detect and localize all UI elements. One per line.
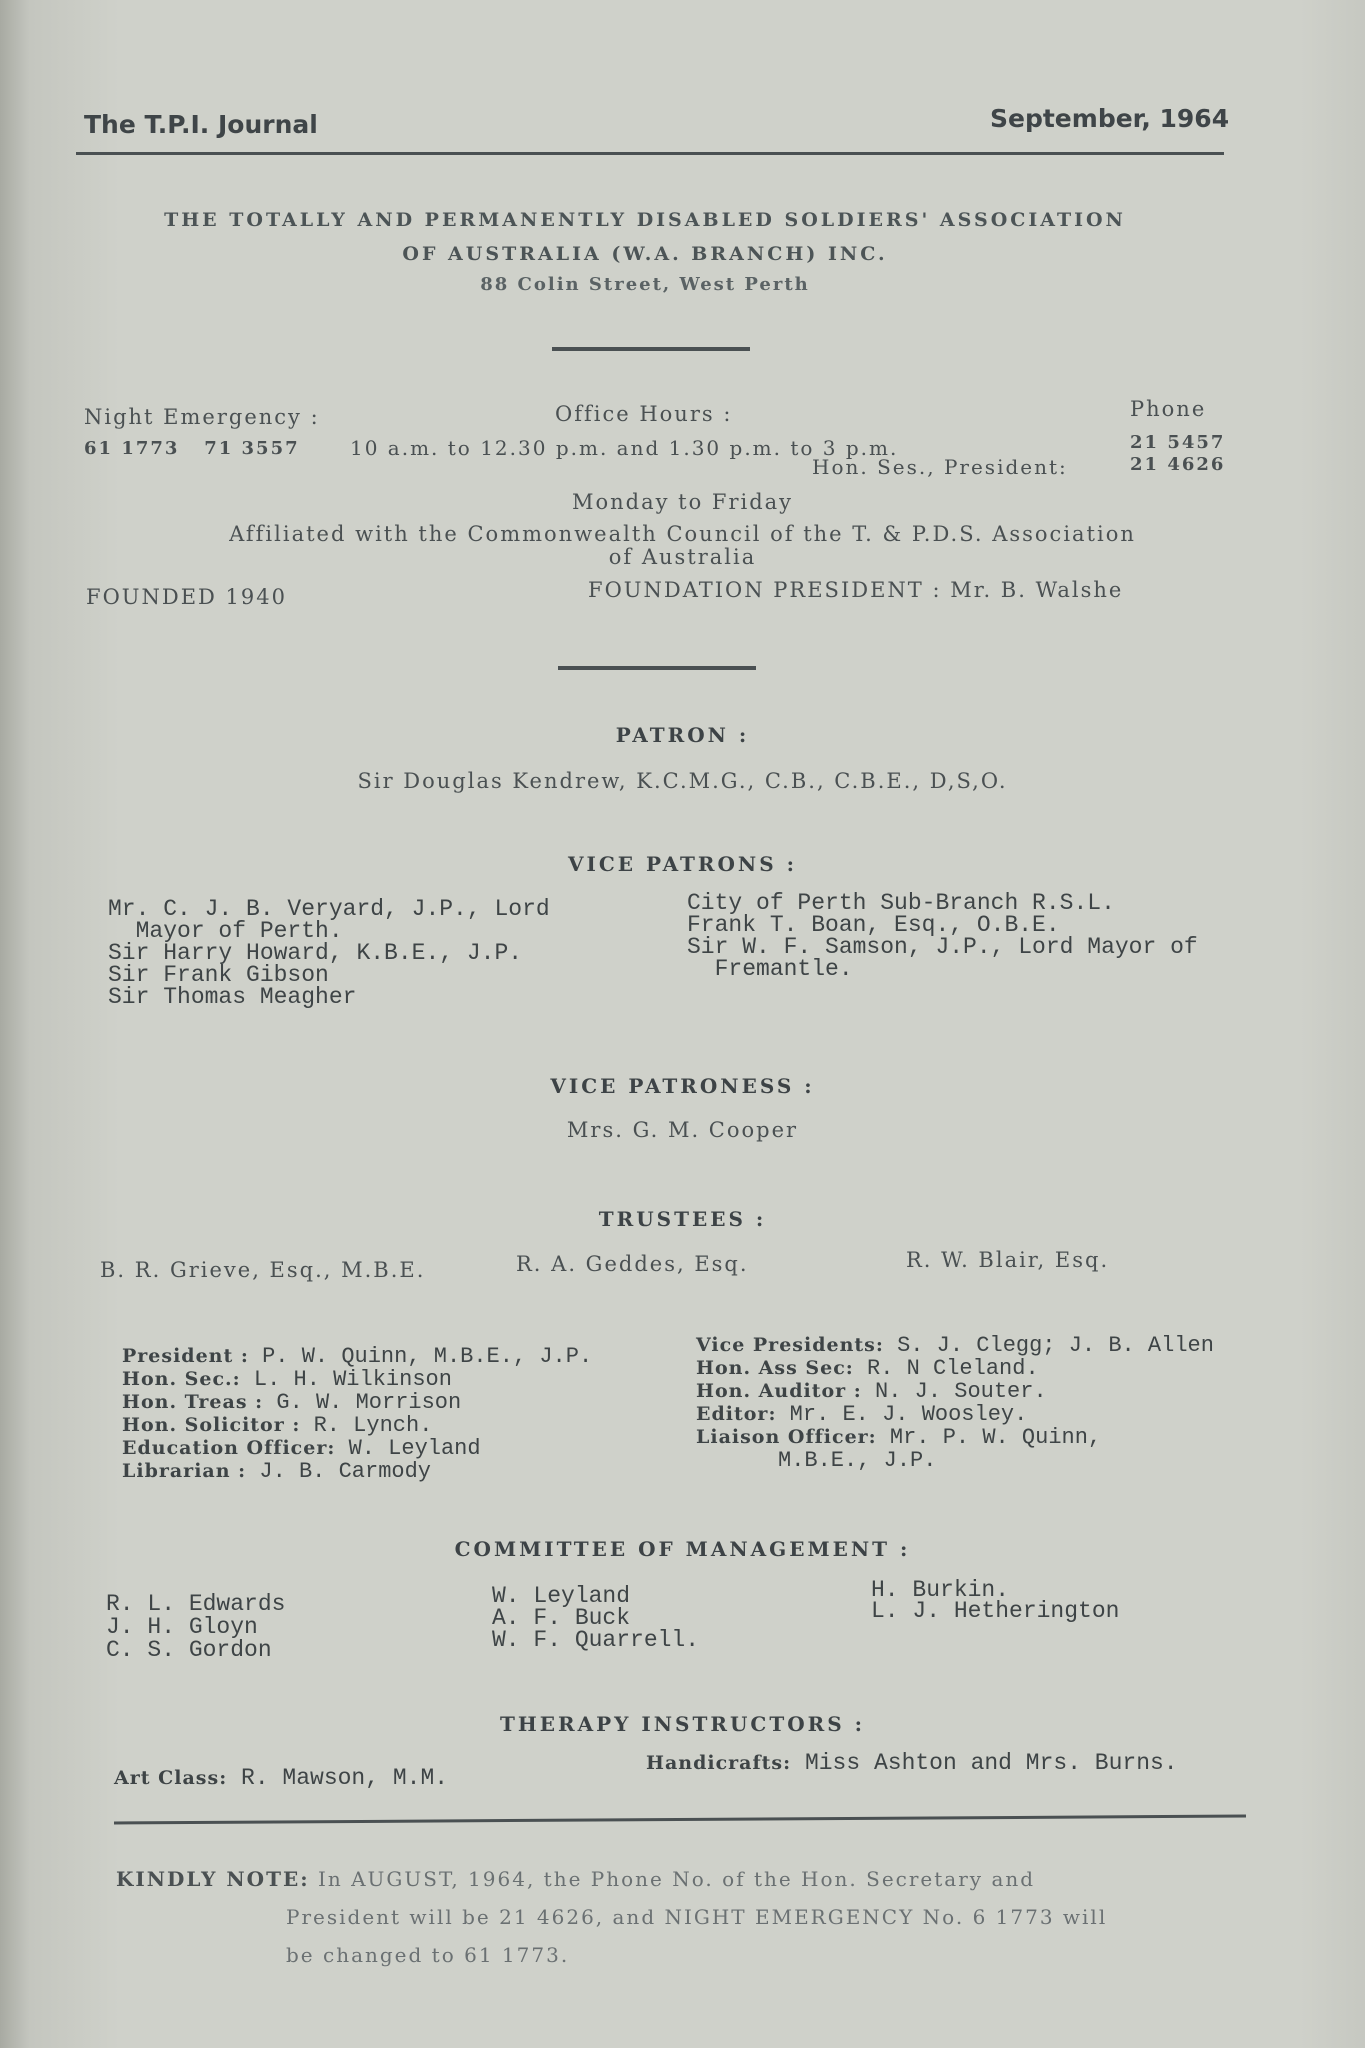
phone-label: Phone: [1130, 397, 1207, 421]
officer-label: Hon. Solicitor :: [122, 1414, 301, 1436]
list-item: C. S. Gordon: [106, 1637, 272, 1663]
officer-value: Mr. P. W. Quinn,: [889, 1425, 1102, 1450]
therapy-heading: THERAPY INSTRUCTORS :: [499, 1712, 866, 1736]
officer-value: P. W. Quinn, M.B.E., J.P.: [262, 1344, 593, 1369]
trustee-3: R. W. Blair, Esq.: [906, 1248, 1110, 1272]
committee-col3: [871, 1577, 1120, 1624]
officer-value: R. N Cleland.: [867, 1356, 1039, 1381]
trustee-2: R. A. Geddes, Esq.: [516, 1252, 749, 1276]
officer-value: Mr. E. J. Woosley.: [789, 1402, 1028, 1427]
list-item: Mr. C. J. B. Veryard, J.P., Lord: [108, 896, 550, 922]
list-item: R. L. Edwards: [106, 1591, 286, 1617]
officer-label: Editor:: [696, 1403, 777, 1425]
list-item: Sir Frank Gibson: [108, 962, 329, 988]
note-line1: In AUGUST, 1964, the Phone No. of the Hon. Secretary and: [317, 1867, 1036, 1891]
hon-sec-president-label: Hon. Ses., President:: [812, 455, 1068, 479]
officer-value: J. B. Carmody: [259, 1459, 432, 1484]
art-class-value: R. Mawson, M.M.: [241, 1765, 449, 1791]
officer-label: President :: [122, 1345, 249, 1367]
officer-value: G. W. Morrison: [276, 1390, 462, 1415]
officer-row: [696, 1449, 1214, 1472]
officer-row: [696, 1334, 1214, 1357]
night-emergency-numbers: 61 1773 71 3557: [84, 438, 300, 459]
officer-row: [122, 1437, 592, 1460]
officers-right-list: [696, 1334, 1214, 1472]
officer-row: [696, 1403, 1214, 1426]
handicrafts-label: Handicrafts:: [646, 1752, 792, 1774]
officer-label: Hon. Auditor :: [696, 1380, 862, 1402]
officer-label: Education Officer:: [122, 1437, 336, 1459]
officer-row: [122, 1345, 592, 1368]
officer-label: Vice Presidents:: [696, 1334, 884, 1356]
art-class-label: Art Class:: [114, 1767, 228, 1789]
association-name-line1: THE TOTALLY AND PERMANENTLY DISABLED SOLDIERS' ASSOCIATION: [164, 209, 1126, 231]
divider-1: [552, 347, 750, 351]
officer-label: Hon. Sec.:: [122, 1368, 241, 1390]
committee-col1: [106, 1593, 285, 1662]
trustees-heading: TRUSTEES :: [598, 1207, 767, 1231]
founded-year: FOUNDED 1940: [86, 585, 287, 609]
officer-label: Librarian :: [122, 1460, 247, 1482]
affiliation-line1: Affiliated with the Commonwealth Council of the T. & P.D.S. Association: [229, 522, 1136, 546]
patron-name: Sir Douglas Kendrew, K.C.M.G., C.B., C.B.E., D,S,O.: [357, 769, 1008, 793]
list-item: Frank T. Boan, Esq., O.B.E.: [687, 912, 1060, 938]
office-hours-label: Office Hours :: [555, 402, 733, 426]
officer-value: M.B.E., J.P.: [778, 1448, 937, 1473]
officer-row: [696, 1426, 1214, 1449]
list-item: Sir Harry Howard, K.B.E., J.P.: [108, 940, 523, 966]
list-item: W. F. Quarrell.: [492, 1627, 700, 1653]
list-item: City of Perth Sub-Branch R.S.L.: [687, 890, 1115, 916]
officer-value: N. J. Souter.: [875, 1379, 1047, 1404]
list-item: Fremantle.: [687, 956, 853, 982]
foundation-president: FOUNDATION PRESIDENT : Mr. B. Walshe: [588, 578, 1124, 602]
officer-row: [122, 1368, 592, 1391]
divider-2: [558, 666, 756, 670]
officer-value: R. Lynch.: [313, 1413, 433, 1438]
vice-patrons-left-list: [108, 898, 550, 1008]
officer-value: S. J. Clegg; J. B. Allen: [897, 1333, 1214, 1358]
association-name-line2: OF AUSTRALIA (W.A. BRANCH) INC.: [402, 243, 888, 265]
list-item: Sir Thomas Meagher: [108, 984, 357, 1010]
handicrafts-value: Miss Ashton and Mrs. Burns.: [804, 1750, 1178, 1776]
officer-label: Hon. Treas :: [122, 1391, 264, 1413]
list-item: Sir W. F. Samson, J.P., Lord Mayor of: [687, 934, 1198, 960]
list-item: J. H. Gloyn: [106, 1614, 258, 1640]
header-rule: [76, 152, 1224, 155]
list-item: Mayor of Perth.: [108, 918, 343, 944]
patron-heading: PATRON :: [615, 723, 750, 747]
association-address: 88 Colin Street, West Perth: [480, 274, 810, 295]
officer-row: [122, 1460, 592, 1483]
committee-heading: COMMITTEE OF MANAGEMENT :: [454, 1537, 911, 1561]
officer-value: L. H. Wilkinson: [253, 1367, 452, 1392]
officer-label: Hon. Ass Sec:: [696, 1357, 854, 1379]
handicrafts: [646, 1752, 1178, 1774]
list-item: W. Leyland: [492, 1583, 631, 1609]
officer-row: [696, 1380, 1214, 1403]
office-days: Monday to Friday: [571, 490, 794, 514]
officer-row: [122, 1391, 592, 1414]
vice-patrons-right-list: [687, 892, 1198, 980]
officer-value: W. Leyland: [348, 1436, 481, 1461]
list-item: L. J. Hetherington: [871, 1598, 1120, 1624]
vice-patroness-heading: VICE PATRONESS :: [550, 1074, 815, 1098]
art-class: [114, 1767, 448, 1789]
phone-number-2: 21 4626: [1130, 454, 1226, 475]
issue-date: September, 1964: [990, 104, 1230, 133]
officer-row: [696, 1357, 1214, 1380]
vice-patroness-name: Mrs. G. M. Cooper: [566, 1118, 799, 1142]
night-emergency-label: Night Emergency :: [84, 405, 320, 429]
committee-col2: [492, 1585, 699, 1651]
note-line3: be changed to 61 1773.: [286, 1943, 570, 1967]
vice-patrons-heading: VICE PATRONS :: [567, 852, 797, 876]
officer-row: [122, 1414, 592, 1437]
kindly-note: [116, 1860, 1256, 1974]
list-item: H. Burkin.: [871, 1577, 1010, 1603]
office-hours-times: 10 a.m. to 12.30 p.m. and 1.30 p.m. to 3 p.m.: [350, 436, 899, 460]
list-item: A. F. Buck: [492, 1605, 631, 1631]
affiliation-line2: of Australia: [608, 545, 757, 569]
note-label: KINDLY NOTE:: [116, 1867, 310, 1891]
officers-left-list: [122, 1345, 592, 1483]
footer-rule: [114, 1815, 1246, 1825]
trustee-1: B. R. Grieve, Esq., M.B.E.: [100, 1258, 426, 1282]
officer-label: Liaison Officer:: [696, 1426, 877, 1448]
journal-title: The T.P.I. Journal: [84, 110, 318, 139]
phone-number-1: 21 5457: [1130, 432, 1226, 453]
note-line2: President will be 21 4626, and NIGHT EMERGENCY No. 6 1773 will: [286, 1905, 1108, 1929]
